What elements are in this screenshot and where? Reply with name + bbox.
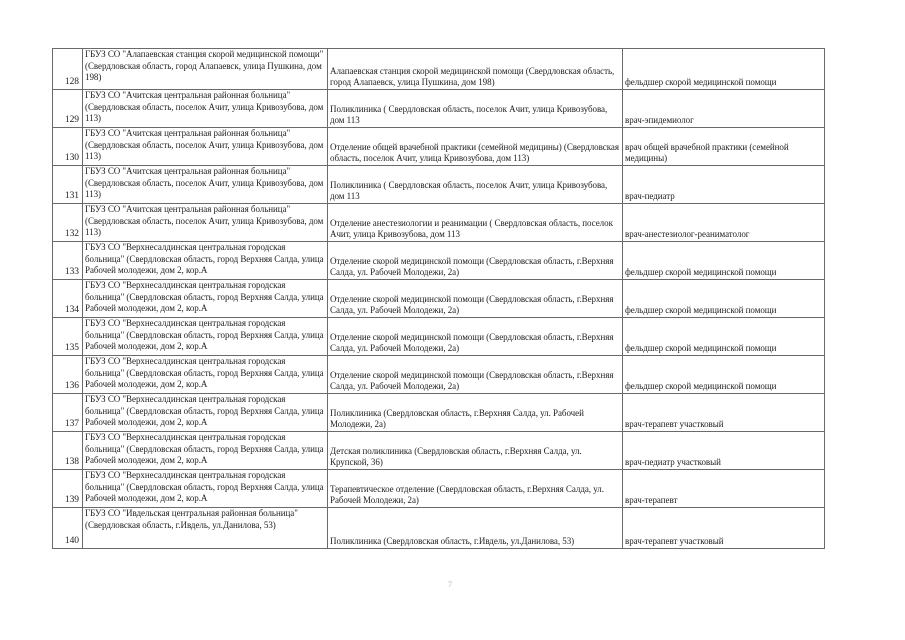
table-row — [53, 166, 825, 204]
row-number — [53, 242, 83, 280]
organization-cell-text: ГБУЗ СО "Верхнесалдинская центральная городская больница" (Свердловская область, город Верхняя Салда, улица Рабочей молодежи, дом 2, кор.А — [85, 356, 324, 390]
position-cell — [623, 470, 825, 508]
organization-cell-text: ГБУЗ СО "Алапаевская станция скорой медицинской помощи" (Свердловская область, город Алапаевск, улица Пушкина, дом 198) — [85, 49, 324, 83]
row-number — [53, 318, 83, 356]
unit-address-cell — [328, 49, 623, 90]
row-number — [53, 128, 83, 166]
table-row — [53, 470, 825, 508]
unit-address-cell — [328, 204, 623, 242]
organization-cell-text: ГБУЗ СО "Ачитская центральная районная больница" (Свердловская область, поселок Ачит, улица Кривозубова, дом 113) — [85, 204, 324, 238]
position-cell-text: врач-анестезиолог-реаниматолог — [625, 229, 750, 240]
row-number-text: 132 — [64, 229, 79, 240]
unit-address-cell-text: Поликлиника ( Свердловская область, поселок Ачит, улица Кривозубова, дом 113 — [330, 103, 608, 126]
position-cell-text: врач-педиатр — [625, 191, 675, 202]
unit-address-cell-text: Отделение скорой медицинской помощи (Свердловская область, г.Верхняя Салда, ул. Рабочей Молодежи, 2а) — [330, 331, 614, 354]
unit-address-cell — [328, 394, 623, 432]
row-number — [53, 432, 83, 470]
position-cell-text: врач-терапевт участковый — [625, 419, 724, 430]
unit-address-cell — [328, 356, 623, 394]
table-row — [53, 394, 825, 432]
position-cell — [623, 128, 825, 166]
unit-address-cell — [328, 166, 623, 204]
unit-address-cell-text: Отделение скорой медицинской помощи (Свердловская область, г.Верхняя Салда, ул. Рабочей Молодежи, 2а) — [330, 255, 614, 278]
organization-cell-text: ГБУЗ СО "Верхнесалдинская центральная городская больница" (Свердловская область, город Верхняя Салда, улица Рабочей молодежи, дом 2, кор.А — [85, 432, 324, 466]
organization-cell-text: ГБУЗ СО "Верхнесалдинская центральная городская больница" (Свердловская область, город Верхняя Салда, улица Рабочей молодежи, дом 2, кор.А — [85, 394, 324, 428]
organization-cell — [83, 128, 328, 166]
unit-address-cell-text: Отделение скорой медицинской помощи (Свердловская область, г.Верхняя Салда, ул. Рабочей Молодежи, 2а) — [330, 369, 614, 392]
unit-address-cell — [328, 280, 623, 318]
row-number — [53, 280, 83, 318]
organization-cell — [83, 49, 328, 90]
organization-cell — [83, 394, 328, 432]
unit-address-cell-text: Детская поликлиника (Свердловская область, г.Верхняя Салда, ул. Крупской, 36) — [330, 445, 582, 468]
row-number — [53, 356, 83, 394]
row-number-text: 138 — [64, 457, 79, 468]
table-row — [53, 318, 825, 356]
position-cell-text: фельдшер скорой медицинской помощи — [625, 305, 777, 316]
position-cell — [623, 432, 825, 470]
unit-address-cell-text: Поликлиника (Свердловская область, г.Верхняя Салда, ул. Рабочей Молодежи, 2а) — [330, 407, 584, 430]
organization-cell-text: ГБУЗ СО "Ачитская центральная районная больница" (Свердловская область, поселок Ачит, улица Кривозубова, дом 113) — [85, 166, 324, 200]
row-number — [53, 508, 83, 549]
vacancy-table-body — [53, 49, 825, 549]
row-number-text: 130 — [64, 153, 79, 164]
position-cell — [623, 394, 825, 432]
table-row — [53, 128, 825, 166]
table-row — [53, 49, 825, 90]
unit-address-cell-text: Отделение скорой медицинской помощи (Свердловская область, г.Верхняя Салда, ул. Рабочей Молодежи, 2а) — [330, 293, 614, 316]
row-number — [53, 90, 83, 128]
position-cell — [623, 280, 825, 318]
position-cell-text: фельдшер скорой медицинской помощи — [625, 343, 777, 354]
row-number-text: 129 — [64, 115, 79, 126]
row-number-text: 128 — [64, 77, 79, 88]
position-cell-text: врач общей врачебной практики (семейной медицины) — [625, 141, 789, 164]
organization-cell — [83, 280, 328, 318]
unit-address-cell-text: Алапаевская станция скорой медицинской помощи (Свердловская область, город Алапаевск, улица Пушкина, дом 198) — [330, 65, 615, 88]
organization-cell-text: ГБУЗ СО "Верхнесалдинская центральная городская больница" (Свердловская область, город Верхняя Салда, улица Рабочей молодежи, дом 2, кор.А — [85, 242, 324, 276]
row-number-text: 131 — [64, 191, 79, 202]
unit-address-cell-text: Отделение общей врачебной практики (семейной медицины) (Свердловская область, поселок Ачит, улица Кривозубова, дом 113) — [330, 141, 619, 164]
unit-address-cell — [328, 242, 623, 280]
unit-address-cell — [328, 90, 623, 128]
row-number — [53, 204, 83, 242]
organization-cell-text: ГБУЗ СО "Верхнесалдинская центральная городская больница" (Свердловская область, город Верхняя Салда, улица Рабочей молодежи, дом 2, кор.А — [85, 280, 324, 314]
position-cell — [623, 204, 825, 242]
row-number-text: 135 — [64, 343, 79, 354]
position-cell-text: фельдшер скорой медицинской помощи — [625, 267, 777, 278]
unit-address-cell-text: Отделение анестезиологии и реанимации ( Свердловская область, поселок Ачит, улица Кривозубова, дом 113 — [330, 217, 613, 240]
organization-cell — [83, 432, 328, 470]
position-cell-text: фельдшер скорой медицинской помощи — [625, 77, 777, 88]
row-number-text: 139 — [64, 495, 79, 506]
position-cell-text: врач-терапевт участковый — [625, 536, 724, 547]
table-row — [53, 242, 825, 280]
row-number — [53, 166, 83, 204]
vacancy-table — [52, 48, 825, 549]
unit-address-cell-text: Поликлиника (Свердловская область, г.Ивдель, ул.Данилова, 53) — [330, 536, 575, 547]
organization-cell — [83, 204, 328, 242]
position-cell — [623, 356, 825, 394]
organization-cell-text: ГБУЗ СО "Верхнесалдинская центральная городская больница" (Свердловская область, город Верхняя Салда, улица Рабочей молодежи, дом 2, кор.А — [85, 470, 324, 504]
unit-address-cell — [328, 432, 623, 470]
position-cell — [623, 508, 825, 549]
unit-address-cell-text: Поликлиника ( Свердловская область, поселок Ачит, улица Кривозубова, дом 113 — [330, 179, 608, 202]
row-number-text: 133 — [64, 267, 79, 278]
unit-address-cell — [328, 318, 623, 356]
table-row — [53, 280, 825, 318]
unit-address-cell — [328, 470, 623, 508]
table-row — [53, 90, 825, 128]
organization-cell — [83, 470, 328, 508]
row-number — [53, 394, 83, 432]
organization-cell-text: ГБУЗ СО "Ивдельская центральная районная больница" (Свердловская область, г.Ивдель, ул.Данилова, 53) — [85, 508, 298, 530]
position-cell — [623, 90, 825, 128]
organization-cell — [83, 90, 328, 128]
table-row — [53, 432, 825, 470]
organization-cell — [83, 166, 328, 204]
unit-address-cell — [328, 508, 623, 549]
table-row — [53, 204, 825, 242]
row-number — [53, 470, 83, 508]
unit-address-cell — [328, 128, 623, 166]
position-cell — [623, 166, 825, 204]
unit-address-cell-text: Терапевтическое отделение (Свердловская область, г.Верхняя Салда, ул. Рабочей Молодежи, 2а) — [330, 483, 604, 506]
organization-cell-text: ГБУЗ СО "Ачитская центральная районная больница" (Свердловская область, поселок Ачит, улица Кривозубова, дом 113) — [85, 128, 324, 162]
organization-cell-text: ГБУЗ СО "Верхнесалдинская центральная городская больница" (Свердловская область, город Верхняя Салда, улица Рабочей молодежи, дом 2, кор.А — [85, 318, 324, 352]
row-number-text: 134 — [64, 305, 79, 316]
position-cell — [623, 318, 825, 356]
organization-cell — [83, 356, 328, 394]
organization-cell-text: ГБУЗ СО "Ачитская центральная районная больница" (Свердловская область, поселок Ачит, улица Кривозубова, дом 113) — [85, 90, 324, 124]
row-number-text: 137 — [64, 419, 79, 430]
position-cell — [623, 49, 825, 90]
organization-cell — [83, 318, 328, 356]
position-cell-text: врач-терапевт — [625, 495, 678, 506]
position-cell-text: фельдшер скорой медицинской помощи — [625, 381, 777, 392]
row-number — [53, 49, 83, 90]
page-number: 7 — [448, 580, 452, 589]
row-number-text: 136 — [64, 381, 79, 392]
table-row — [53, 508, 825, 549]
position-cell-text: врач-эпидемиолог — [625, 115, 694, 126]
position-cell-text: врач-педиатр участковый — [625, 457, 721, 468]
row-number-text: 140 — [64, 536, 79, 547]
organization-cell — [83, 242, 328, 280]
organization-cell — [83, 508, 328, 549]
table-row — [53, 356, 825, 394]
position-cell — [623, 242, 825, 280]
